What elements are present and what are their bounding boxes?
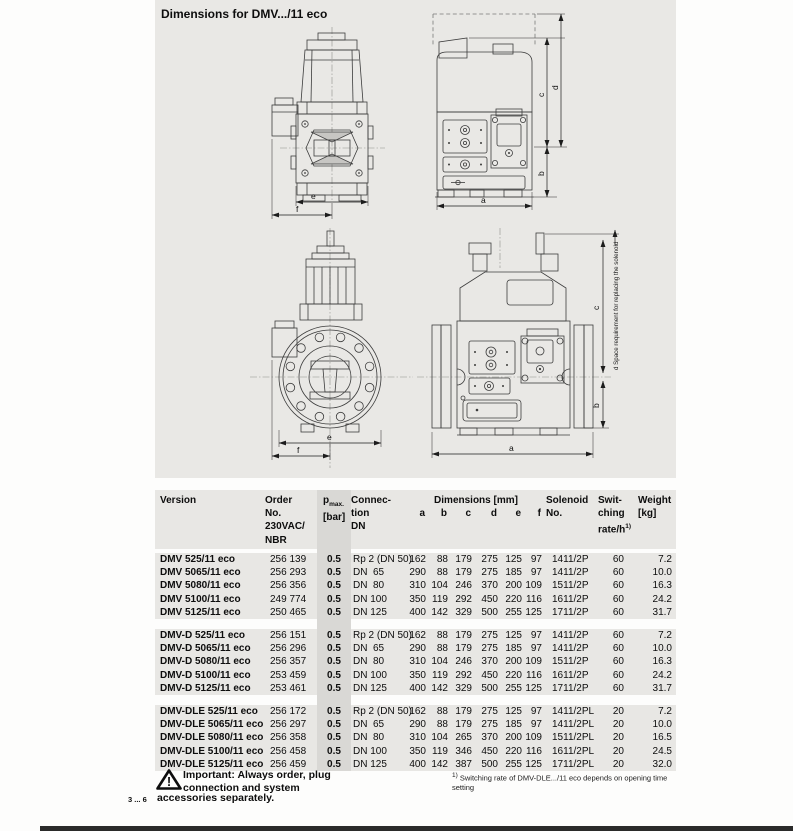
sol-cell: 1511/2P: [552, 656, 589, 668]
dim-label-f: f: [297, 445, 300, 455]
c-cell: 346: [455, 745, 472, 757]
pmax-cell: 0.5: [317, 606, 351, 619]
c-cell: 246: [455, 656, 472, 668]
pmax-cell: 0.5: [317, 655, 351, 668]
rate-cell: 20: [612, 745, 624, 757]
conn-cell: Rp 2 (DN 50): [353, 554, 412, 566]
a-cell: 350: [409, 669, 426, 681]
pmax-column-strip: [317, 695, 351, 705]
weight-cell: 7.2: [658, 554, 672, 566]
f-cell: 125: [525, 606, 542, 618]
d-cell: 450: [481, 669, 498, 681]
rate-cell: 60: [612, 656, 624, 668]
e-cell: 185: [505, 567, 522, 579]
a-cell: 400: [409, 758, 426, 770]
d-cell: 500: [481, 758, 498, 770]
rate-cell: 20: [612, 758, 624, 770]
dim-label-e: e: [311, 191, 316, 201]
e-cell: 185: [505, 719, 522, 731]
a-cell: 350: [409, 745, 426, 757]
f-cell: 109: [525, 656, 542, 668]
order-cell: 256 459: [270, 758, 307, 770]
e-cell: 220: [505, 745, 522, 757]
b-cell: 88: [436, 706, 448, 718]
conn-cell: DN 65: [353, 567, 385, 579]
order-cell: 256 172: [270, 706, 307, 718]
b-cell: 119: [432, 593, 448, 605]
e-cell: 200: [505, 732, 522, 744]
d-cell: 275: [481, 554, 498, 566]
a-cell: 400: [409, 606, 426, 618]
a-cell: 290: [409, 643, 426, 655]
conn-cell: DN 65: [353, 719, 385, 731]
d-cell: 370: [481, 580, 498, 592]
version-cell: DMV-D 5080/11 eco: [160, 656, 251, 668]
dim-label-f: f: [296, 204, 299, 214]
f-cell: 97: [530, 643, 542, 655]
c-cell: 246: [455, 580, 472, 592]
rate-cell: 60: [612, 593, 624, 605]
c-cell: 179: [455, 554, 472, 566]
f-cell: 109: [525, 732, 542, 744]
weight-cell: 16.3: [652, 580, 672, 592]
c-cell: 179: [455, 719, 472, 731]
threaded-valve-side-drawing: [433, 14, 567, 210]
c-cell: 265: [455, 732, 472, 744]
order-cell: 256 151: [270, 630, 307, 642]
d-cell: 275: [481, 630, 498, 642]
version-cell: DMV-DLE 525/11 eco: [160, 706, 258, 718]
pmax-cell: 0.5: [317, 731, 351, 744]
order-cell: 249 774: [270, 593, 307, 605]
f-cell: 109: [525, 580, 542, 592]
a-cell: 162: [409, 554, 426, 566]
version-cell: DMV-DLE 5065/11 eco: [160, 719, 264, 731]
dim-label-b: b: [591, 403, 601, 408]
version-cell: DMV 5100/11 eco: [160, 593, 241, 605]
pmax-cell: 0.5: [317, 629, 351, 642]
pmax-column-strip: [317, 619, 351, 629]
weight-cell: 24.2: [652, 669, 672, 681]
rate-cell: 60: [612, 580, 624, 592]
conn-cell: DN 80: [353, 732, 385, 744]
c-cell: 179: [455, 643, 472, 655]
dim-label-a: a: [481, 195, 486, 205]
header-dimensions-group: Dimensions [mm] a b c d e f: [406, 490, 546, 549]
b-cell: 88: [436, 719, 448, 731]
weight-cell: 24.5: [652, 745, 672, 757]
order-cell: 253 461: [270, 682, 307, 694]
e-cell: 125: [505, 706, 522, 718]
conn-cell: DN 65: [353, 643, 385, 655]
a-cell: 350: [409, 593, 426, 605]
d-cell: 370: [481, 732, 498, 744]
sol-cell: 1711/2P: [552, 682, 589, 694]
rate-cell: 60: [612, 643, 624, 655]
conn-cell: Rp 2 (DN 50): [353, 706, 412, 718]
header-order-no: Order No. 230VAC/ NBR: [265, 495, 305, 546]
dim-label-c: c: [536, 92, 546, 97]
version-cell: DMV-D 5125/11 eco: [160, 682, 251, 694]
a-cell: 310: [409, 580, 426, 592]
weight-cell: 31.7: [652, 606, 672, 618]
order-cell: 256 297: [270, 719, 307, 731]
pmax-cell: 0.5: [317, 669, 351, 682]
table-header: [155, 490, 676, 549]
conn-cell: DN 100: [353, 593, 387, 605]
f-cell: 97: [530, 567, 542, 579]
d-cell: 275: [481, 643, 498, 655]
rate-cell: 60: [612, 630, 624, 642]
d-cell: 450: [481, 593, 498, 605]
a-cell: 310: [409, 732, 426, 744]
b-cell: 104: [431, 656, 448, 668]
flanged-valve-front-drawing: [250, 228, 413, 468]
pmax-cell: 0.5: [317, 642, 351, 655]
b-cell: 142: [431, 758, 448, 770]
pmax-cell: 0.5: [317, 579, 351, 592]
a-cell: 162: [409, 630, 426, 642]
f-cell: 97: [530, 719, 542, 731]
f-cell: 116: [526, 745, 542, 757]
dim-label-b: b: [536, 171, 546, 176]
order-cell: 256 357: [270, 656, 307, 668]
e-cell: 125: [505, 630, 522, 642]
version-cell: DMV 525/11 eco: [160, 554, 236, 566]
f-cell: 97: [530, 630, 542, 642]
e-cell: 200: [505, 580, 522, 592]
pmax-cell: 0.5: [317, 718, 351, 731]
page-range-marker: 3 ... 6: [128, 795, 147, 804]
c-cell: 329: [455, 606, 472, 618]
d-cell: 500: [481, 682, 498, 694]
d-cell: 370: [481, 656, 498, 668]
order-cell: 253 459: [270, 669, 307, 681]
header-solenoid-no: Solenoid No.: [546, 495, 589, 520]
table-footnote: $^{1)}$ Switching rate of DMV-DLE.../11 eco depends on opening time setting: [452, 772, 668, 792]
c-cell: 179: [455, 567, 472, 579]
a-cell: 310: [409, 656, 426, 668]
conn-cell: DN 125: [353, 606, 387, 618]
svg-text:!: !: [166, 774, 172, 789]
dimension-drawings: [155, 0, 676, 478]
b-cell: 88: [436, 643, 448, 655]
b-cell: 104: [431, 580, 448, 592]
version-cell: DMV 5065/11 eco: [160, 567, 241, 579]
c-cell: 292: [455, 669, 472, 681]
sol-cell: 1711/2P: [552, 606, 589, 618]
weight-cell: 10.0: [652, 719, 672, 731]
conn-cell: DN 100: [353, 745, 387, 757]
f-cell: 125: [525, 758, 542, 770]
e-cell: 220: [505, 669, 522, 681]
b-cell: 119: [432, 669, 448, 681]
f-cell: 116: [526, 669, 542, 681]
sol-cell: 1411/2PL: [552, 706, 595, 718]
b-cell: 142: [431, 606, 448, 618]
order-cell: 256 139: [270, 554, 307, 566]
order-cell: 256 458: [270, 745, 307, 757]
version-cell: DMV-DLE 5100/11 eco: [160, 745, 264, 757]
header-switching-rate: Swit- ching rate/$h^{1)}$: [598, 495, 632, 536]
important-note-line3: accessories separately.: [157, 792, 275, 804]
b-cell: 119: [432, 745, 448, 757]
dim-label-a: a: [509, 443, 514, 453]
d-cell: 500: [481, 606, 498, 618]
weight-cell: 7.2: [658, 630, 672, 642]
weight-cell: 24.2: [652, 593, 672, 605]
sol-cell: 1411/2P: [552, 643, 589, 655]
pmax-cell: 0.5: [317, 682, 351, 695]
header-dimension-letters: a b c d e f: [419, 508, 541, 520]
rate-cell: 20: [612, 732, 624, 744]
version-cell: DMV-D 525/11 eco: [160, 630, 246, 642]
d-cell: 275: [481, 706, 498, 718]
sol-cell: 1711/2PL: [552, 758, 595, 770]
pmax-cell: 0.5: [317, 593, 351, 606]
rate-cell: 60: [612, 669, 624, 681]
b-cell: 88: [436, 567, 448, 579]
weight-cell: 7.2: [658, 706, 672, 718]
threaded-valve-front-drawing: [272, 27, 385, 219]
c-cell: 179: [455, 706, 472, 718]
version-cell: DMV-DLE 5080/11 eco: [160, 732, 264, 744]
order-cell: 256 358: [270, 732, 307, 744]
sol-cell: 1411/2P: [552, 567, 589, 579]
f-cell: 97: [530, 706, 542, 718]
rate-cell: 60: [612, 682, 624, 694]
order-cell: 250 465: [270, 606, 307, 618]
f-cell: 116: [526, 593, 542, 605]
conn-cell: DN 125: [353, 682, 387, 694]
b-cell: 88: [436, 630, 448, 642]
pmax-cell: 0.5: [317, 745, 351, 758]
weight-cell: 10.0: [652, 643, 672, 655]
f-cell: 125: [525, 682, 542, 694]
dim-label-c: c: [591, 305, 601, 310]
f-cell: 97: [530, 554, 542, 566]
b-cell: 142: [431, 682, 448, 694]
conn-cell: DN 100: [353, 669, 387, 681]
pmax-cell: 0.5: [317, 566, 351, 579]
weight-cell: 16.3: [652, 656, 672, 668]
a-cell: 290: [409, 567, 426, 579]
e-cell: 125: [505, 554, 522, 566]
page-title: Dimensions for DMV.../11 eco: [161, 7, 328, 21]
table-block-dmv: [155, 553, 676, 619]
version-cell: DMV 5080/11 eco: [160, 580, 241, 592]
e-cell: 255: [505, 758, 522, 770]
e-cell: 200: [505, 656, 522, 668]
solenoid-space-note: d Space requirement for replacing the solenoid: [613, 241, 620, 370]
pmax-cell: 0.5: [317, 758, 351, 771]
weight-cell: 32.0: [652, 758, 672, 770]
table-block-dmv-dle: [155, 705, 676, 771]
header-version: Version: [160, 495, 197, 506]
order-cell: 256 293: [270, 567, 307, 579]
pmax-cell: 0.5: [317, 705, 351, 718]
dim-label-e: e: [327, 432, 332, 442]
header-connection: Connec- tion DN: [351, 495, 391, 533]
weight-cell: 31.7: [652, 682, 672, 694]
conn-cell: DN 80: [353, 580, 385, 592]
version-cell: DMV-D 5100/11 eco: [160, 669, 251, 681]
sol-cell: 1411/2P: [552, 554, 589, 566]
b-cell: 88: [436, 554, 448, 566]
weight-cell: 10.0: [652, 567, 672, 579]
e-cell: 185: [505, 643, 522, 655]
c-cell: 179: [455, 630, 472, 642]
c-cell: 387: [455, 758, 472, 770]
c-cell: 329: [455, 682, 472, 694]
version-cell: DMV 5125/11 eco: [160, 606, 241, 618]
sol-cell: 1611/2P: [552, 593, 589, 605]
flanged-valve-side-drawing: [417, 228, 620, 458]
sol-cell: 1611/2PL: [552, 745, 595, 757]
conn-cell: DN 80: [353, 656, 385, 668]
a-cell: 400: [409, 682, 426, 694]
sol-cell: 1411/2P: [552, 630, 589, 642]
rate-cell: 60: [612, 567, 624, 579]
weight-cell: 16.5: [652, 732, 672, 744]
e-cell: 220: [505, 593, 522, 605]
conn-cell: DN 125: [353, 758, 387, 770]
b-cell: 104: [431, 732, 448, 744]
important-note: Important: Always order, plug connection and system: [183, 769, 331, 794]
version-cell: DMV-DLE 5125/11 eco: [160, 758, 264, 770]
dim-label-d: d: [550, 85, 560, 90]
scan-edge: [40, 826, 793, 831]
a-cell: 162: [409, 706, 426, 718]
rate-cell: 20: [612, 706, 624, 718]
pmax-cell: 0.5: [317, 553, 351, 566]
rate-cell: 60: [612, 606, 624, 618]
rate-cell: 20: [612, 719, 624, 731]
c-cell: 292: [455, 593, 472, 605]
order-cell: 256 296: [270, 643, 307, 655]
table-block-dmv-d: [155, 629, 676, 695]
d-cell: 275: [481, 719, 498, 731]
conn-cell: Rp 2 (DN 50): [353, 630, 412, 642]
sol-cell: 1411/2PL: [552, 719, 595, 731]
e-cell: 255: [505, 606, 522, 618]
sol-cell: 1511/2P: [552, 580, 589, 592]
sol-cell: 1511/2PL: [552, 732, 595, 744]
version-cell: DMV-D 5065/11 eco: [160, 643, 251, 655]
d-cell: 450: [481, 745, 498, 757]
a-cell: 290: [409, 719, 426, 731]
rate-cell: 60: [612, 554, 624, 566]
order-cell: 256 356: [270, 580, 307, 592]
sol-cell: 1611/2P: [552, 669, 589, 681]
d-cell: 275: [481, 567, 498, 579]
header-weight: Weight [kg]: [638, 495, 672, 520]
e-cell: 255: [505, 682, 522, 694]
header-pmax: $p_{max.}$ [bar]: [317, 490, 351, 549]
